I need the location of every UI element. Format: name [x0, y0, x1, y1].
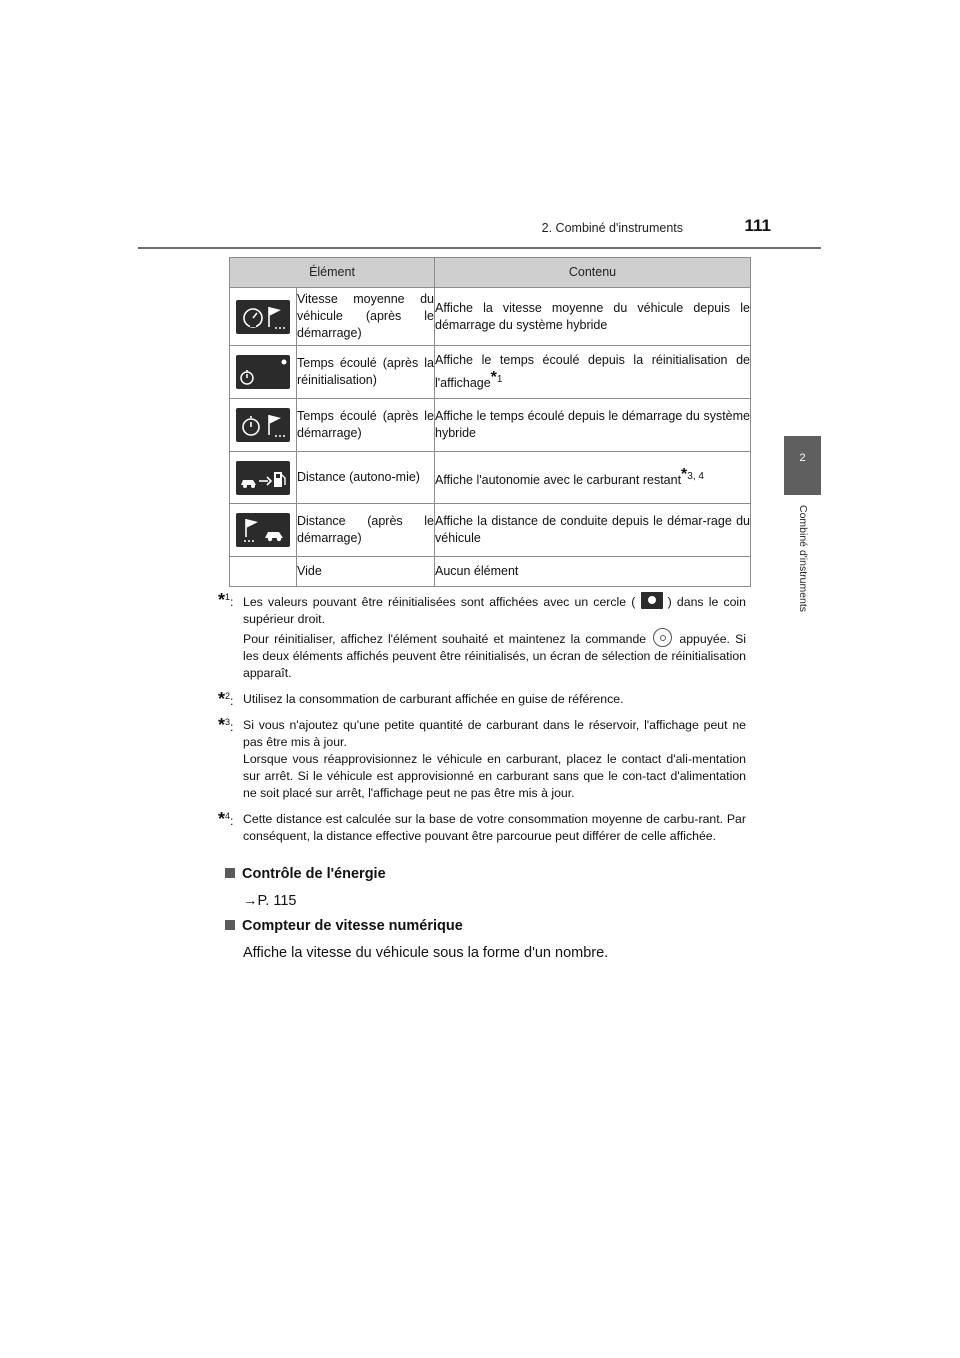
- footnote-2: *$^2$: Utilisez la consommation de carburant affichée en guise de référence.: [218, 689, 624, 709]
- section-body: →P. 115: [243, 893, 297, 909]
- section-body: Affiche la vitesse du véhicule sous la forme d'un nombre.: [243, 945, 609, 961]
- icon-cell-empty: [230, 557, 297, 587]
- column-header-element: Élément: [230, 258, 435, 288]
- chapter-tab: 2: [784, 436, 821, 495]
- footnote-ref: *1: [490, 368, 503, 386]
- page-number: 111: [744, 216, 771, 235]
- icon-cell: [230, 452, 297, 504]
- table-row: [230, 504, 751, 557]
- icon-cell: [230, 346, 297, 399]
- footnote-4: *$^4$: Cette distance est calculée sur la base de votre consommation moyenne de carbu-rant. Par conséquent, la distance effective pouvant être parcourue peut différer de celle affichée.: [218, 809, 746, 843]
- icon-cell: [230, 288, 297, 346]
- item-content: Affiche la vitesse moyenne du véhicule depuis le démarrage du système hybride: [435, 288, 751, 346]
- flag-car-icon: [236, 513, 290, 547]
- item-content: Affiche le temps écoulé depuis la réinitialisation de l'affichage$^{*1}$: [435, 346, 751, 399]
- speedometer-flag-icon: [236, 300, 290, 334]
- meter-control-switch-icon: [653, 628, 672, 647]
- item-content: Affiche le temps écoulé depuis le démarrage du système hybride: [435, 399, 751, 452]
- stopwatch-reset-icon: [236, 355, 290, 389]
- footnote-marker: *$^3$:: [218, 715, 234, 735]
- section-heading: Compteur de vitesse numérique: [225, 918, 463, 934]
- item-label: Distance (autono-mie): [297, 452, 435, 504]
- item-label: Temps écoulé (après la réinitialisation): [297, 346, 435, 399]
- table-row: [230, 399, 751, 452]
- table-header-row: [230, 258, 751, 288]
- icon-cell: [230, 399, 297, 452]
- stopwatch-flag-icon: [236, 408, 290, 442]
- item-content: Affiche la distance de conduite depuis le démar-rage du véhicule: [435, 504, 751, 557]
- square-bullet-icon: [225, 868, 235, 878]
- table-row: [230, 452, 751, 504]
- table-row: [230, 557, 751, 587]
- icon-cell: [230, 504, 297, 557]
- table-row: [230, 288, 751, 346]
- page-header: [138, 215, 821, 249]
- section-heading: Contrôle de l'énergie: [225, 866, 386, 882]
- footnote-marker: *$^2$:: [218, 689, 234, 709]
- item-content: Affiche l'autonomie avec le carburant restant$^{*3, 4}$: [435, 452, 751, 504]
- reset-circle-display-icon: [641, 592, 663, 609]
- table-row: [230, 346, 751, 399]
- item-label: Vitesse moyenne du véhicule (après le démarrage): [297, 288, 435, 346]
- footnotes: [218, 592, 746, 854]
- car-fuel-pump-icon: [236, 461, 290, 495]
- footnote-marker: *$^1$:: [218, 590, 234, 610]
- footnote-3: *$^3$: Si vous n'ajoutez qu'une petite quantité de carburant dans le réservoir, l'affichage peut ne pas être mis à jour. Lorsque vous réapprovisionnez le véhicule en carburant, placez le contact d'ali-mentation sur arrêt. Si le véhicule est approvisionné en carburant sans que le con-tact d'alimentation ne soit placé sur arrêt, l'affichage peut ne pas être mis à jour.: [218, 715, 746, 800]
- chapter-title: 2. Combiné d'instruments: [541, 221, 683, 235]
- item-label: Vide: [297, 557, 435, 587]
- square-bullet-icon: [225, 920, 235, 930]
- footnote-marker: *$^4$:: [218, 809, 234, 829]
- item-label: Distance (après le démarrage): [297, 504, 435, 557]
- footnote-1: *$^1$: Les valeurs pouvant être réinitialisées sont affichées avec un cercle ( ) dans le coin supérieur droit. Pour réinitialiser, affichez l'élément souhaité et maintenez la commande appuyée. Si les deux éléments affichés peuvent être réinitialisés, un écran de sélection de réinitialisation apparaît.: [218, 590, 747, 680]
- item-label: Temps écoulé (après le démarrage): [297, 399, 435, 452]
- item-content: Aucun élément: [435, 557, 751, 587]
- display-items-table: [229, 257, 751, 587]
- footnote-ref: *3, 4: [681, 465, 704, 483]
- column-header-content: Contenu: [435, 258, 751, 288]
- chapter-tab-label: Combiné d'instruments: [797, 505, 809, 613]
